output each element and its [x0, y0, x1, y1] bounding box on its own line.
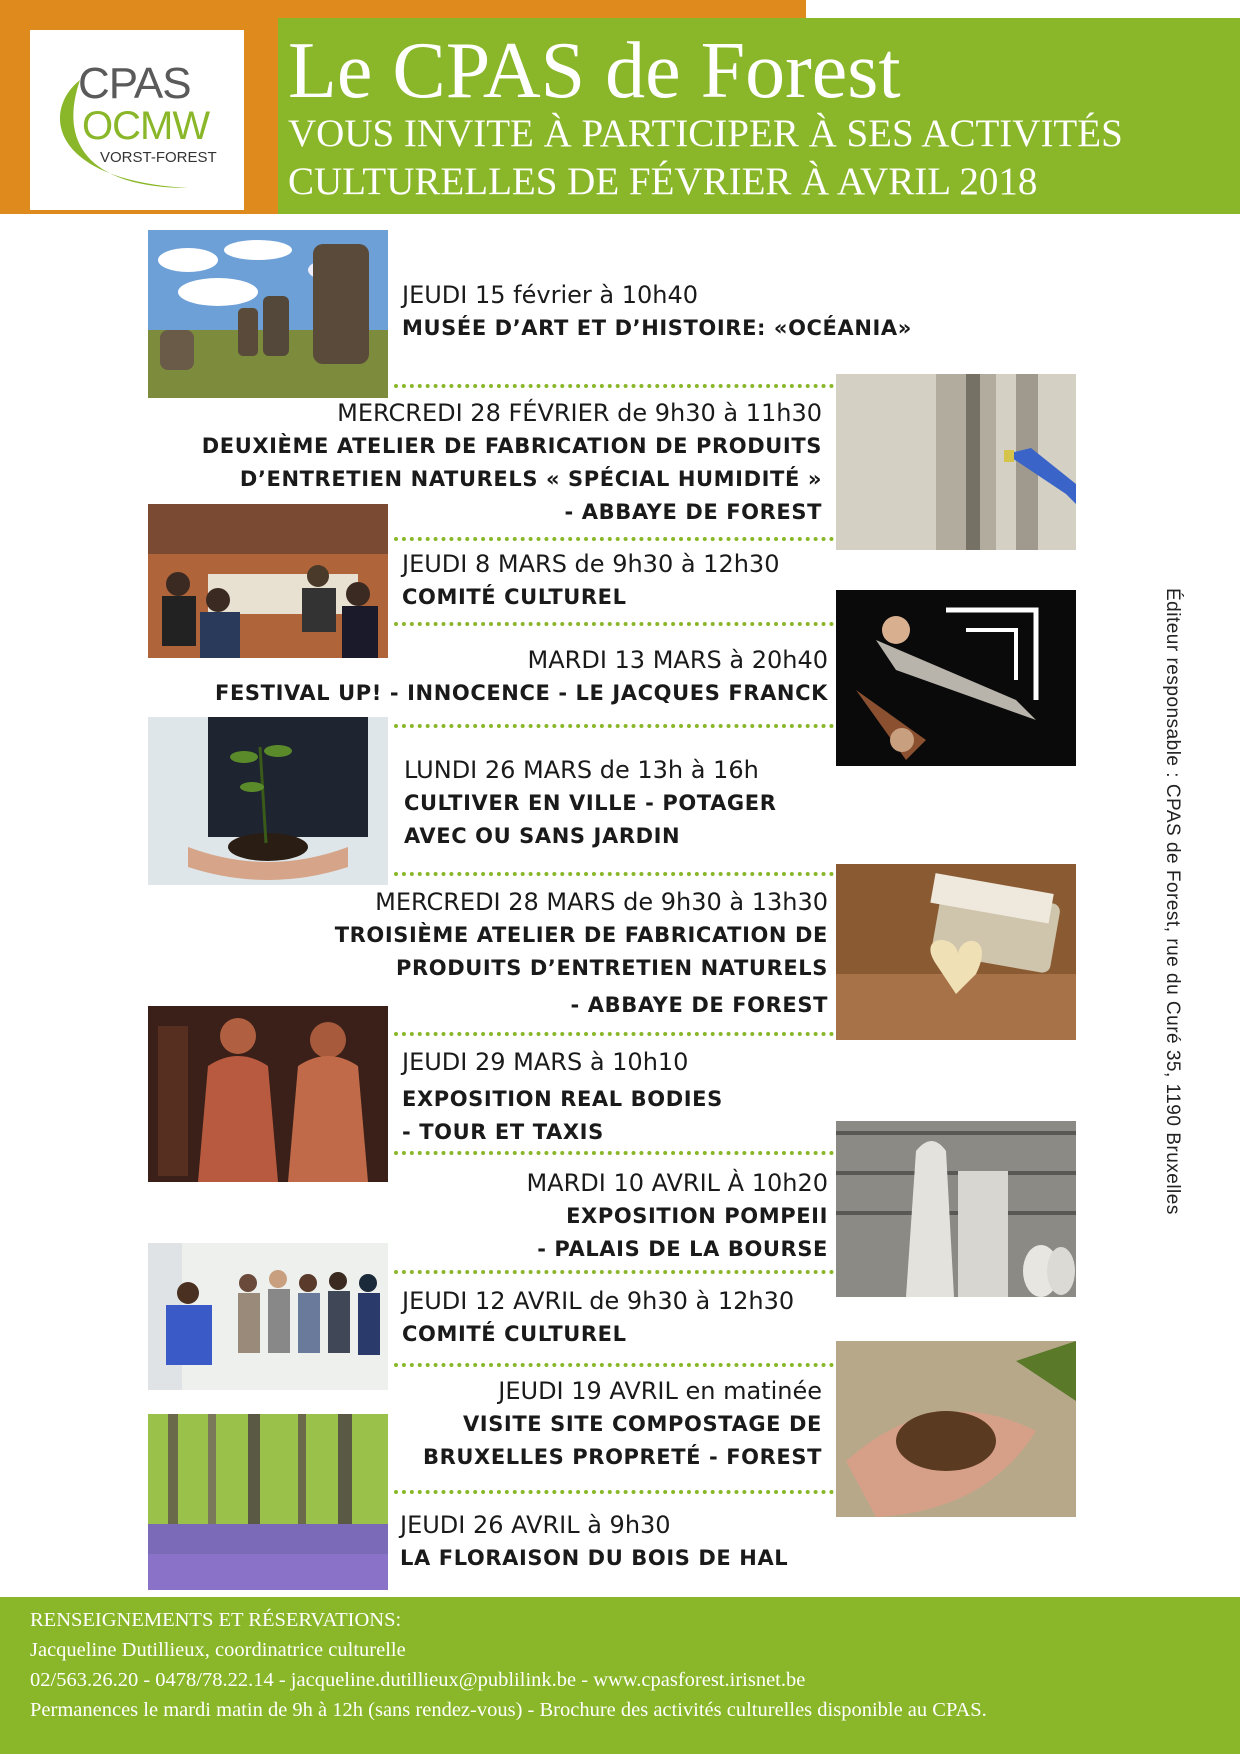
dotted-connector: [394, 724, 834, 728]
event-title: FESTIVAL UP! - INNOCENCE - LE JACQUES FRANCK: [215, 681, 828, 705]
dotted-connector: [394, 1490, 834, 1494]
event-title: EXPOSITION POMPEII: [566, 1204, 828, 1228]
soil-hand-photo: [836, 1341, 1076, 1517]
event-title: VISITE SITE COMPOSTAGE DE: [462, 1412, 822, 1436]
event-9: [402, 1284, 794, 1351]
event-title: COMITÉ CULTUREL: [402, 1322, 627, 1346]
event-date: MARDI 10 AVRIL À 10h20: [526, 1169, 828, 1197]
dotted-connector: [394, 1151, 834, 1155]
group-reading-photo: [148, 1243, 388, 1390]
event-4: [215, 643, 828, 710]
event-title: CULTIVER EN VILLE - POTAGER: [404, 791, 777, 815]
event-title: LA FLORAISON DU BOIS DE HAL: [400, 1546, 789, 1570]
footer-contact-name: Jacqueline Dutillieux, coordinatrice culturelle: [30, 1639, 406, 1661]
event-title: BRUXELLES PROPRETÉ - FOREST: [423, 1445, 822, 1469]
event-title: TROISIÈME ATELIER DE FABRICATION DE: [334, 923, 828, 947]
event-2: [202, 396, 822, 529]
subtitle-line-2: CULTURELLES DE FÉVRIER À AVRIL 2018: [288, 160, 1038, 203]
subtitle-line-1: VOUS INVITE À PARTICIPER À SES ACTIVITÉS: [288, 112, 1123, 155]
event-6: [335, 885, 828, 1022]
event-title: DEUXIÈME ATELIER DE FABRICATION DE PRODUITS: [201, 434, 822, 458]
page-title: Le CPAS de Forest: [288, 27, 901, 115]
event-8: [526, 1166, 828, 1266]
event-date: JEUDI 12 AVRIL de 9h30 à 12h30: [402, 1287, 795, 1315]
bluebell-forest-photo: [148, 1414, 388, 1590]
footer-opening-hours: Permanences le mardi matin de 9h à 12h (sans rendez-vous) - Brochure des activités culturelles disponible au CPAS.: [30, 1699, 987, 1721]
event-title: - ABBAYE DE FOREST: [564, 500, 822, 524]
publisher-side-text: Éditeur responsable : CPAS de Forest, rue du Curé 35, 1190 Bruxelles: [1162, 588, 1183, 1215]
event-date: JEUDI 8 MARS de 9h30 à 12h30: [402, 550, 780, 578]
event-date: MERCREDI 28 MARS de 9h30 à 13h30: [375, 888, 828, 916]
event-title: - ABBAYE DE FOREST: [570, 993, 828, 1017]
event-10: [423, 1374, 822, 1474]
logo-vorst-forest-text: VORST-FOREST: [100, 149, 217, 166]
dotted-connector: [394, 384, 834, 388]
event-title: - TOUR ET TAXIS: [402, 1120, 604, 1144]
event-title: COMITÉ CULTUREL: [402, 585, 627, 609]
moai-statues-photo: [148, 230, 388, 398]
dotted-connector: [394, 622, 834, 626]
event-date: LUNDI 26 MARS de 13h à 16h: [404, 756, 759, 784]
seedling-hands-photo: [148, 717, 388, 885]
event-title: PRODUITS D’ENTRETIEN NATURELS: [395, 956, 828, 980]
event-title: EXPOSITION REAL BODIES: [402, 1087, 723, 1111]
pompeii-statues-photo: [836, 1121, 1076, 1297]
dancer-violin-photo: [836, 590, 1076, 766]
footer-heading: RENSEIGNEMENTS ET RÉSERVATIONS:: [30, 1609, 402, 1631]
footer-contact-details: 02/563.26.20 - 0478/78.22.14 - jacqueline.dutillieux@publilink.be - www.cpasforest.irisnet.be: [30, 1669, 806, 1691]
event-3: [402, 547, 779, 614]
event-date: MARDI 13 MARS à 20h40: [527, 646, 828, 674]
dotted-connector: [394, 1032, 834, 1036]
event-11: [400, 1508, 788, 1575]
event-5: [404, 753, 776, 853]
event-7: [402, 1045, 723, 1149]
event-date: JEUDI 15 février à 10h40: [402, 281, 699, 309]
event-date: JEUDI 19 AVRIL en matinée: [498, 1377, 822, 1405]
dotted-connector: [394, 1270, 834, 1274]
logo-ocmw-text: OCMW: [82, 104, 210, 148]
page-subtitle: [288, 110, 1123, 206]
dotted-connector: [394, 537, 834, 541]
event-1: [402, 278, 912, 345]
anatomy-exhibit-photo: [148, 1006, 388, 1182]
event-title: - PALAIS DE LA BOURSE: [537, 1237, 828, 1261]
event-title: MUSÉE D’ART ET D’HISTOIRE: «OCÉANIA»: [402, 316, 912, 340]
dotted-connector: [394, 872, 834, 876]
dotted-connector: [394, 1363, 834, 1367]
moldy-wall-photo: [836, 374, 1076, 550]
event-date: MERCREDI 28 FÉVRIER de 9h30 à 11h30: [337, 399, 822, 427]
event-date: JEUDI 29 MARS à 10h10: [402, 1048, 689, 1076]
logo-cpas-text: CPAS: [78, 59, 191, 108]
event-title: AVEC OU SANS JARDIN: [404, 824, 681, 848]
event-date: JEUDI 26 AVRIL à 9h30: [400, 1511, 671, 1539]
event-title: D’ENTRETIEN NATURELS « SPÉCIAL HUMIDITÉ »: [239, 467, 822, 491]
soap-brush-photo: [836, 864, 1076, 1040]
